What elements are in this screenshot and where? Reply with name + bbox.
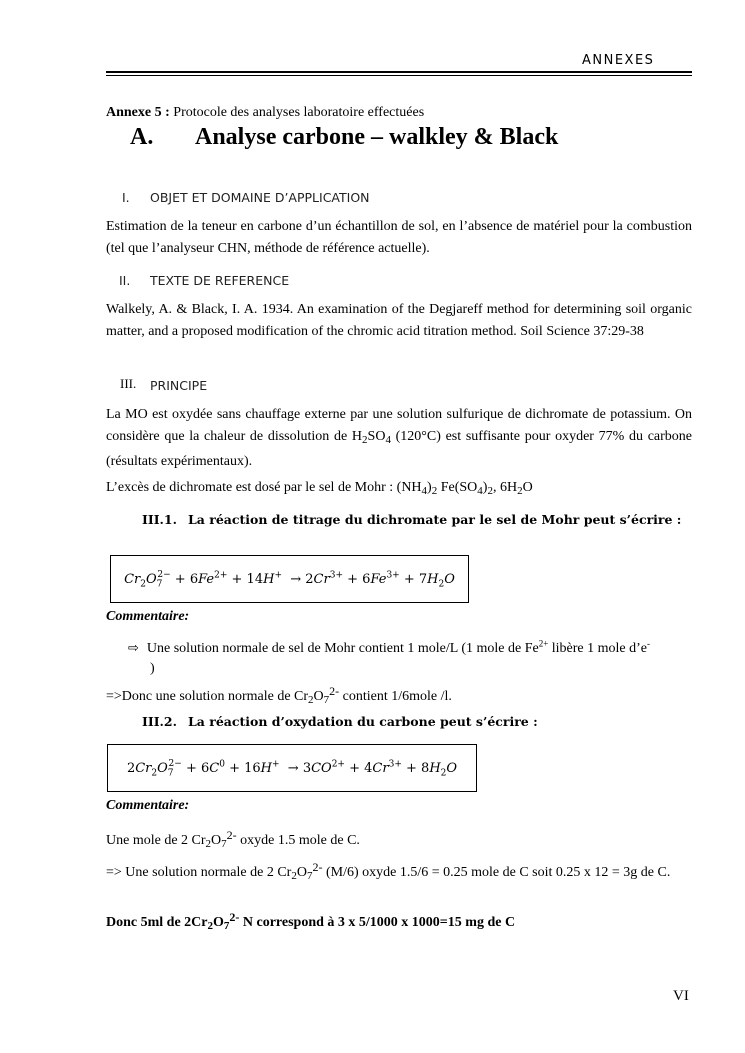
bullet-sup-fe: 2+ [538,638,549,649]
mohr-h2o-sub: 2 [517,485,523,497]
mohr-h2o-o: O [522,480,533,495]
subsection-3-1-num: III.1. [142,512,177,527]
solution-line [106,856,692,887]
comment-label-2: Commentaire: [106,798,190,813]
final-o: O [213,915,224,930]
final-cr-sub: 2 [207,920,213,932]
final-o-sub: 7 [223,920,230,932]
mohr-text-c: , 6H [492,480,518,495]
mole-line [106,828,360,850]
final-text-b: N correspond à 3 x 5/1000 x 1000=15 mg de C [242,915,516,930]
solution-o: O [296,865,307,880]
bullet-cont: ) [150,661,155,676]
solution-text-c: de C. [640,865,671,880]
mohr-text-b: Fe(SO [440,480,478,495]
equation-box-oxydation [107,744,477,792]
annex-label: Annexe 5 : [106,105,170,120]
mole-text-b: oxyde 1.5 mole de C. [240,833,360,848]
mohr-text-a: L’excès de dichromate est dosé par le sel de Mohr : (NH [106,480,422,495]
paragraph-principe [106,404,692,473]
h2so4-sub-4: 4 [385,434,391,446]
subsection-3-2-num: III.2. [142,714,177,729]
section-a-letter: A. [130,124,154,150]
donc1-o: O [313,689,324,704]
solution-o-sub: 7 [306,870,313,882]
hollow-arrow-right-icon: ⇨ [128,640,139,655]
subsection-3-2-title: La réaction d’oxydation du carbone peut s’écrire : [188,714,538,729]
mohr-line: L’excès de dichromate est dosé par le sel de Mohr : $(NH_4)_2$ $Fe(SO_4)_2$, $6H_2O$ [106,480,533,497]
section-a-title: Analyse carbone – walkley & Black [195,124,559,150]
section-2-num: II. [119,273,131,288]
section-1-num: I. [122,190,130,205]
final-text-a: Donc 5ml de 2Cr [106,915,208,930]
equation-box-titrage [110,555,469,603]
bullet-text-b: libère 1 mole d’e [551,641,648,656]
donc1-cr-sub: 2 [308,694,314,706]
bullet-text-a: Une solution normale de sel de Mohr contient 1 mole/L (1 mole de Fe [146,641,539,656]
bullet-sup-e: - [647,638,651,649]
mole-charge: 2- [226,828,237,842]
paragraph-objet: Estimation de la teneur en carbone d’un échantillon de sol, en l’absence de matériel pour la combustion (tel que l’analyseur CHN, méthode de référence actuelle). [106,219,692,256]
donc1-text-b: contient 1/6mole /l. [342,689,452,704]
mole-text-a: Une mole de 2 Cr [106,833,206,848]
equation-titrage: $Cr_2O_7^{2-} + 6Fe^{2+} + 14H^+ \to 2Cr^{3+} + 6Fe^{3+} + 7H_2O$ [124,570,455,590]
solution-cr-sub: 2 [291,870,297,882]
solution-text-a: => Une solution normale de 2 Cr [106,865,292,880]
donc-line-1 [106,684,452,706]
subsection-3-1-title: La réaction de titrage du dichromate par le sel de Mohr peut s’écrire : [188,512,682,527]
header-rule-thin [106,75,692,76]
solution-charge: 2- [312,860,323,874]
section-1-title: OBJET ET DOMAINE D’APPLICATION [150,190,370,205]
donc1-o-sub: 7 [323,694,330,706]
annex-line [106,105,424,121]
mohr-nh4-sub: 4 [421,485,428,497]
section-3-num: III. [120,376,137,391]
header-title: ANNEXES [582,53,655,68]
mohr-so4-sub2: 2 [487,485,493,497]
final-line [106,910,515,932]
principe-text-a: La MO est oxydée sans chauffage externe par une solution sulfurique de dichromate de potassium. On considère que la chaleur de dissolution de H [106,407,692,444]
final-charge: 2- [229,910,240,924]
annex-text: Protocole des analyses laboratoire effectuées [173,105,425,120]
mole-o: O [211,833,222,848]
equation-oxydation: $2Cr_2O_7^{2-} + 6C^0 + 16H^+ \to 3CO^{2+} + 4Cr^{3+} + 8H_2O$ [126,759,458,779]
header-rule-thick [106,71,692,73]
donc1-text-a: =>Donc une solution normale de Cr [106,689,309,704]
mole-cr-sub: 2 [205,838,212,850]
section-3-title: PRINCIPE [150,378,208,393]
comment-label-1: Commentaire: [106,609,190,624]
h2so4-so: SO [367,429,386,444]
solution-text-b: (M/6) oxyde 1.5/6 = 0.25 mole de C soit 0.25 x 12 = 3g [325,865,638,880]
page-number: VI [673,988,689,1004]
bullet-mohr [128,640,650,657]
principe-text-b: (120°C) est suffisante pour oxyder 77% du carbone (résultats expérimentaux). [106,429,693,469]
mohr-so4-sub: 4 [477,485,483,497]
section-2-title: TEXTE DE REFERENCE [150,273,290,288]
donc1-charge: 2- [329,684,340,698]
mole-o-sub: 7 [221,838,227,850]
paragraph-reference: Walkely, A. & Black, I. A. 1934. An examination of the Degjareff method for determining soil organic matter, and a proposed modification of the chromic acid titration method. Soil Science 37:29-38 [106,302,692,339]
h2so4-sub-2: 2 [362,434,368,446]
mohr-nh4-sub2: 2 [431,485,438,497]
